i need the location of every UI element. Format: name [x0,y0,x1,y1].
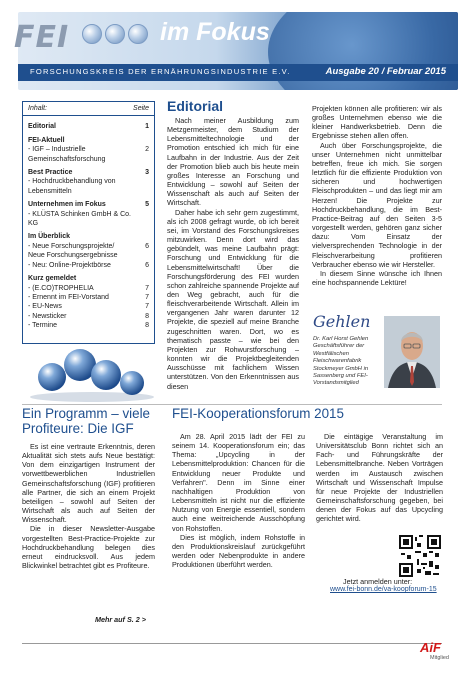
toc-row[interactable] [28,145,149,154]
toc-row-page [139,232,149,241]
toc-row-label: Kurz gemeldet [28,275,77,283]
more-link[interactable]: Mehr auf S. 2 > [95,615,146,624]
paragraph: Dies ist möglich, indem Rohstoffe in den Produktionskreislauf zurückgeführt werden oder Nebenprodukte in andere Produktionen überführt werden. [172,532,305,570]
paragraph: In diesem Sinne wünsche ich Ihnen eine hochspannende Lektüre! [312,268,442,287]
editorial-column-1 [167,116,299,391]
aif-member-label: Mitglied [430,655,449,661]
signature: Gehlen [313,312,371,331]
issue-label: Ausgabe 20 / Februar 2015 [325,66,446,77]
toc-row-page: 8 [145,312,149,320]
toc-row-page: 7 [145,284,149,292]
fei-logo: FEI [14,20,70,55]
forum-title: FEI-Kooperationsforum 2015 [172,406,344,421]
toc-row-label: FEI-Aktuell [28,136,65,144]
toc-row-page: 6 [145,242,149,250]
toc-row-page: 3 [145,169,149,177]
newsletter-title: im Fokus [160,18,270,46]
paragraph: Auch über Forschungsprojekte, die unser Unternehmen nicht unmittelbar betreffen, freue ich mich. Sie sorgen letztlich für die effiziente Produktion von sicheren und hochwertigen Fleischprodukten – und das liegt mir am Herzen! Die Projekte zur Hochdruckbehandlung, die im Best-Practice-Beitrag auf den Seiten 3-5 vorgestellt werden, gehören ganz sicher dazu: Vom Einsatz der vielversprechenden Technologie in der Fleischverarbeitung profitieren Verbraucher ebenso wie wir Hersteller. [312,140,442,269]
toc-row-label: - Hochdruckbehandlung von [28,178,116,186]
table-of-contents [22,101,155,344]
toc-row-label: Editorial [28,123,57,131]
paragraph: Die in dieser Newsletter-Ausgabe vorgestellten Best-Practice-Projekte zur Hochdruckbehandlung belegen dies erneut eindrucksvoll. Aus jedem Blickwinkel betrachtet gibt es Profiteure. [22,524,155,571]
toc-row[interactable] [28,168,149,177]
toc-row-page: 5 [145,201,149,209]
toc-row[interactable] [28,293,149,302]
toc-row-page [139,136,149,145]
toc-row-page: 8 [145,322,149,330]
toc-row-label: - EU-News [28,303,62,311]
toc-list [23,116,154,332]
aif-logo: AiF [420,640,441,655]
toc-row[interactable] [28,232,149,241]
toc-row[interactable] [28,302,149,311]
toc-row-page [139,177,149,186]
toc-row[interactable] [28,200,149,209]
programm-text [22,442,155,570]
toc-row-label: - KLÜSTA Schinken GmbH & Co. KG [28,210,131,228]
toc-row-label: Gemeinschaftsforschung [28,155,106,163]
toc-row-label: Im Überblick [28,233,71,241]
toc-row-page [139,187,149,196]
author-caption: Dr. Karl Horst Gehlen Geschäftsführer der Westfälischen Fleischwarenfabrik Stockmeyer GmbH in Sassenberg und FEI-Vorstandsmitglied [313,336,369,387]
toc-row-label: Unternehmen im Fokus [28,201,106,209]
spheres-illustration [22,347,155,402]
toc-row-page [139,155,149,164]
organisation-name: FORSCHUNGSKREIS DER ERNÄHRUNGSINDUSTRIE E.V. [30,67,291,76]
toc-row-page: 7 [145,303,149,311]
toc-header [23,102,154,116]
forum-column-1 [172,432,305,569]
toc-row-page: 6 [145,261,149,269]
toc-row[interactable] [28,274,149,283]
paragraph: Projekten können alle profitieren: wir als großes Unternehmen ebenso wie die kleiner Handwerksbetrieb. Denn die Ergebnisse stehen allen offen. [312,104,442,141]
toc-row[interactable] [28,261,149,270]
toc-header-left: Inhalt: [28,105,48,112]
toc-row[interactable] [28,136,149,145]
toc-row-page: 2 [145,146,149,154]
toc-row-label: - IGF – Industrielle [28,146,86,154]
toc-row[interactable] [28,210,149,229]
toc-row-label: - Newsticker [28,312,67,320]
toc-row[interactable] [28,177,149,186]
toc-row-label: - Neu: Online-Projektbörse [28,261,111,269]
toc-row[interactable] [28,251,149,260]
toc-row-page [139,274,149,283]
toc-row-label: - Termine [28,322,58,330]
author-photo [384,316,440,388]
toc-row-label: - Neue Forschungsprojekte/ [28,242,115,250]
paragraph: Die eintägige Veranstaltung im Universitätsclub Bonn richtet sich an Fach- und Führungskräfte der Lebensmittelbranche. Neben Vorträgen werden im Austausch zwischen Wirtschaft und Wissenschaft Impulse für neue Projekte der Industriellen Gemeinschaftsforschung gegeben, bei denen der Fokus auf das Upcycling gerichtet wird. [316,432,443,524]
paragraph: Nach meiner Ausbildung zum Metzgermeister, dem Studium der Lebensmitteltechnologie und der Promotion entschied ich mich für eine Laufbahn in der Industrie. Aus der Zeit der Promotion blieb auch bis heute mein großes Interesse an Forschung und Entwicklung – sowohl auf Seiten der Wissenschaft als auch auf Seiten der Wirtschaft. [167,116,299,208]
toc-row[interactable] [28,312,149,321]
toc-row[interactable] [28,242,149,251]
toc-row-label: Neue Forschungsergebnisse [28,252,118,260]
toc-row[interactable] [28,187,149,196]
programm-title: Ein Programm – viele Profiteure: Die IGF [22,406,151,436]
section-divider [22,404,442,405]
editorial-title: Editorial [167,98,224,114]
toc-row-page: 7 [145,293,149,301]
toc-header-right: Seite [133,105,149,112]
toc-row[interactable] [28,155,149,164]
toc-row-page: 1 [145,123,149,131]
paragraph: Am 28. April 2015 lädt der FEI zu seinem 14. Kooperationsforum ein; das Thema: „Upcycling in der Lebensmittelproduktion: Chancen für die Entwicklung neuer Produkte und Verfahren". Denn im Sinne einer nachhaltigen Produktion von Lebensmitteln ist nicht nur die effiziente Nutzung von Energie essentiell, sondern auch eine weitreichende Ausschöpfung von Rohstoffen. [172,432,305,533]
toc-row-page [139,210,149,229]
toc-row[interactable] [28,321,149,330]
footer-line [22,643,442,644]
toc-row-label: - Ernennt im FEI-Vorstand [28,293,109,301]
toc-row-label: Best Practice [28,169,73,177]
toc-row-page [139,251,149,260]
registration-prompt: Jetzt anmelden unter: [343,577,413,586]
toc-row[interactable] [28,122,149,131]
forum-column-2 [316,432,443,524]
fei-logo-dots [82,24,148,44]
registration-link[interactable]: www.fei-bonn.de/va-koopforum-15 [330,586,437,593]
toc-row-label: - (E.CO)TROPHELIA [28,284,94,292]
paragraph: Daher habe ich sehr gern zugestimmt, als ich 2008 gefragt wurde, ob ich bereit sei, im Vorstand des Forschungskreises mitzuwirken. Denn dort wird das gebündelt, was meine Laufbahn prägt: Forschung und Entwicklung für die Lebensmittelwirtschaft! Über die Forschungsförderung des FEI wurden schon zahlreiche spannende Projekte auf den Weg gebracht, auch für die fleischverarbeitende Wirtschaft. Allein im vergangenen Jahr waren darunter 12 Projekte, die speziell auf meine Branche zugeschnitten waren. Dort, wo es thematisch passte – wie bei den Projekten zur Rohwurstforschung – konnten wir die Projektbegleitenden Ausschüsse mit fachlichem Wissen unterstützen. Von den Erkenntnissen aus diesen [167,207,299,391]
toc-row[interactable] [28,284,149,293]
qr-code[interactable] [399,535,441,577]
toc-row-label: Lebensmitteln [28,187,72,195]
editorial-column-2 [312,104,442,287]
paragraph: Es ist eine vertraute Erkenntnis, deren Aktualität sich stets aufs Neue bestätigt: Von dem einzigartigen Instrument der vorwettbewerblichen Industriellen Gemeinschaftsforschung (IGF) profitieren alle Partner, die sich an einem Projekt beteiligen – sowohl auf Seiten der Wirtschaft als auch auf Seiten der Wissenschaft. [22,442,155,525]
